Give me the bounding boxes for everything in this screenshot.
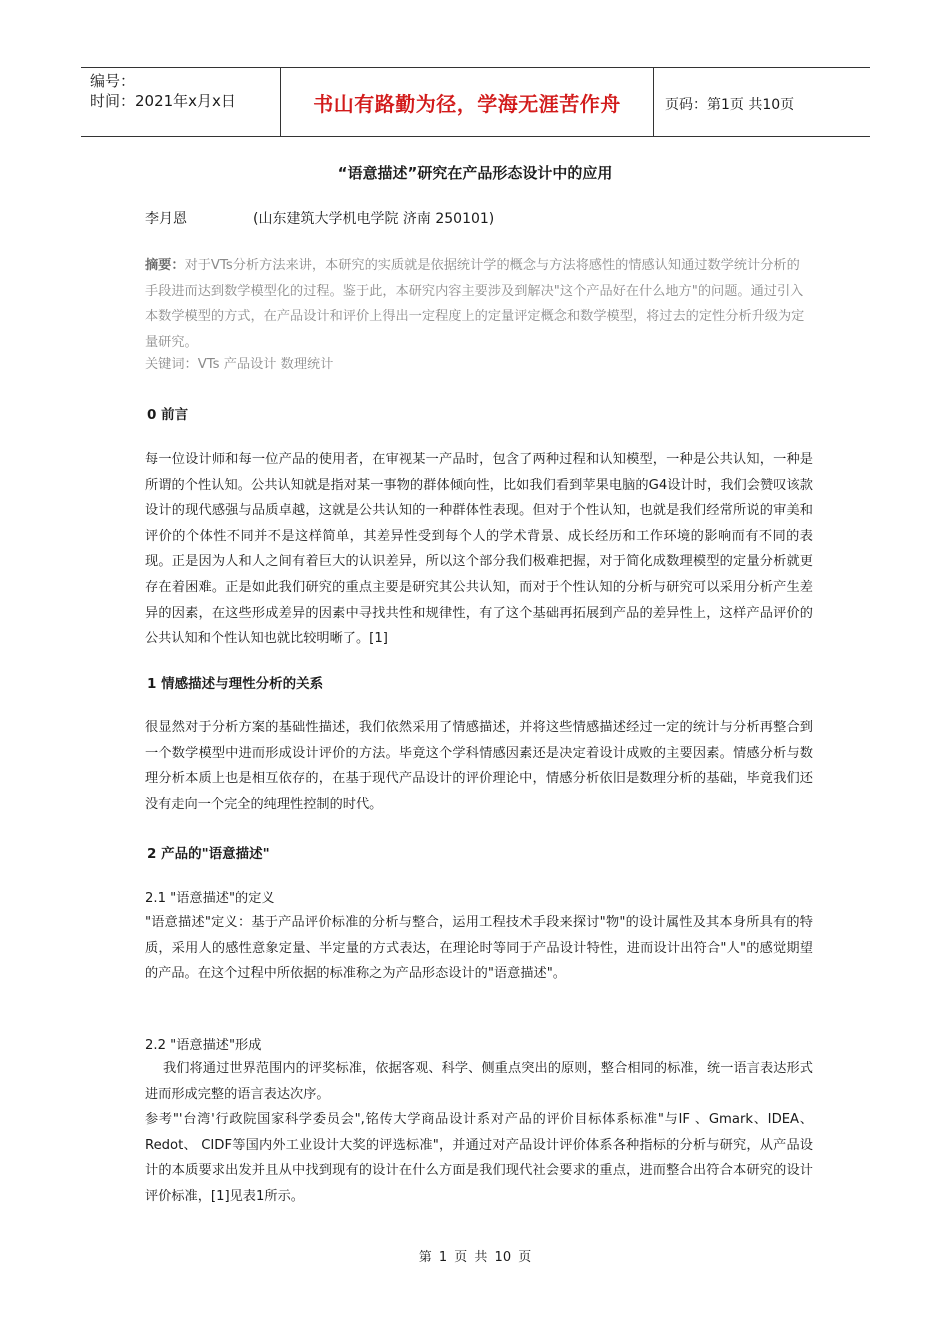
abstract-label: 摘要：	[145, 258, 185, 273]
author-name: 李月恩	[145, 211, 187, 227]
abstract-text: 对于VTs分析方法来讲，本研究的实质就是依据统计学的概念与方法将感性的情感认知通过数学统计分析的手段进而达到数学模型化的过程。鉴于此，本研究内容主要涉及到解决"这个产品好在什么地方"的问题。通过引入本数学模型的方式，在产品设计和评价上得出一定程度上的定量评定概念和数学模型，将过去的定性分析升级为定量研究。	[145, 258, 805, 350]
section-2-heading: 2 产品的"语意描述"	[147, 846, 270, 862]
keywords: 关键词：VTs 产品设计 数理统计	[145, 357, 334, 372]
author-line	[145, 208, 495, 228]
section-1-heading: 1 情感描述与理性分析的关系	[147, 676, 324, 692]
section-2-1-heading: 2.1 "语意描述"的定义	[145, 891, 275, 906]
abstract	[145, 253, 810, 355]
header-motto: 书山有路勤为径，学海无涯苦作舟	[281, 68, 654, 136]
author-affiliation: (山东建筑大学机电学院 济南 250101)	[253, 211, 495, 227]
section-2-1-paragraph: "语意描述"定义：基于产品评价标准的分析与整合，运用工程技术手段来探讨"物"的设计属性及其本身所具有的特质，采用人的感性意象定量、半定量的方式表达，在理论时等同于产品设计特性，进而设计出符合"人"的感觉期望的产品。在这个过程中所依据的标准称之为产品形态设计的"语意描述"。	[145, 915, 813, 982]
page-header	[81, 67, 870, 137]
section-2-2-paragraph-2: 参考"'台湾'行政院国家科学委员会",铭传大学商品设计系对产品的评价目标体系标准"与IF 、Gmark、IDEA、 Redot、 CIDF等国内外工业设计大奖的评选标准"，并通过对产品设计评价体系各种指标的分析与研究，从产品设计的本质要求出发并且从中找到现有的设计在什么方面是我们现代社会要求的重点，进而整合出符合本研究的设计评价标准，[1]见表1所示。	[145, 1112, 813, 1204]
document-number-label: 编号：	[90, 72, 136, 90]
section-0-paragraph: 每一位设计师和每一位产品的使用者，在审视某一产品时，包含了两种过程和认知模型，一种是公共认知，一种是所谓的个性认知。公共认知就是指对某一事物的群体倾向性，比如我们看到苹果电脑的G4设计时，我们会赞叹该款设计的现代感强与品质卓越，这就是公共认知的一种群体性表现。但对于个性认知，也就是我们经常所说的审美和评价的个体性不同并不是这样简单，其差异性受到每个人的学术背景、成长经历和工作环境的影响而有不同的表现。正是因为人和人之间有着巨大的认识差异，所以这个部分我们极难把握，对于简化成数理模型的定量分析就更存在着困难。正是如此我们研究的重点主要是研究其公共认知，而对于个性认知的分析与研究可以采用分析产生差异的因素，在这些形成差异的因素中寻找共性和规律性，有了这个基础再拓展到产品的差异性上，这样产品评价的公共认知和个性认知也就比较明晰了。[1]	[145, 452, 813, 647]
page-footer: 第 1 页 共 10 页	[418, 1250, 532, 1265]
paper-title: “语意描述”研究在产品形态设计中的应用	[337, 164, 613, 182]
document-date: 时间：2021年x月x日	[90, 92, 236, 110]
header-left-cell	[81, 68, 281, 136]
section-1-paragraph: 很显然对于分析方案的基础性描述，我们依然采用了情感描述，并将这些情感描述经过一定的统计与分析再整合到一个数学模型中进而形成设计评价的方法。毕竟这个学科情感因素还是决定着设计成败的主要因素。情感分析与数理分析本质上也是相互依存的，在基于现代产品设计的评价理论中，情感分析依旧是数理分析的基础，毕竟我们还没有走向一个完全的纯理性控制的时代。	[145, 720, 813, 812]
header-page-info: 页码：第1页 共10页	[665, 97, 795, 113]
section-2-2-paragraph-1: 我们将通过世界范围内的评奖标准，依据客观、科学、侧重点突出的原则，整合相同的标准，统一语言表达形式进而形成完整的语言表达次序。	[145, 1061, 813, 1102]
section-2-2-heading: 2.2 "语意描述"形成	[145, 1038, 262, 1053]
section-0-heading: 0 前言	[147, 407, 189, 423]
